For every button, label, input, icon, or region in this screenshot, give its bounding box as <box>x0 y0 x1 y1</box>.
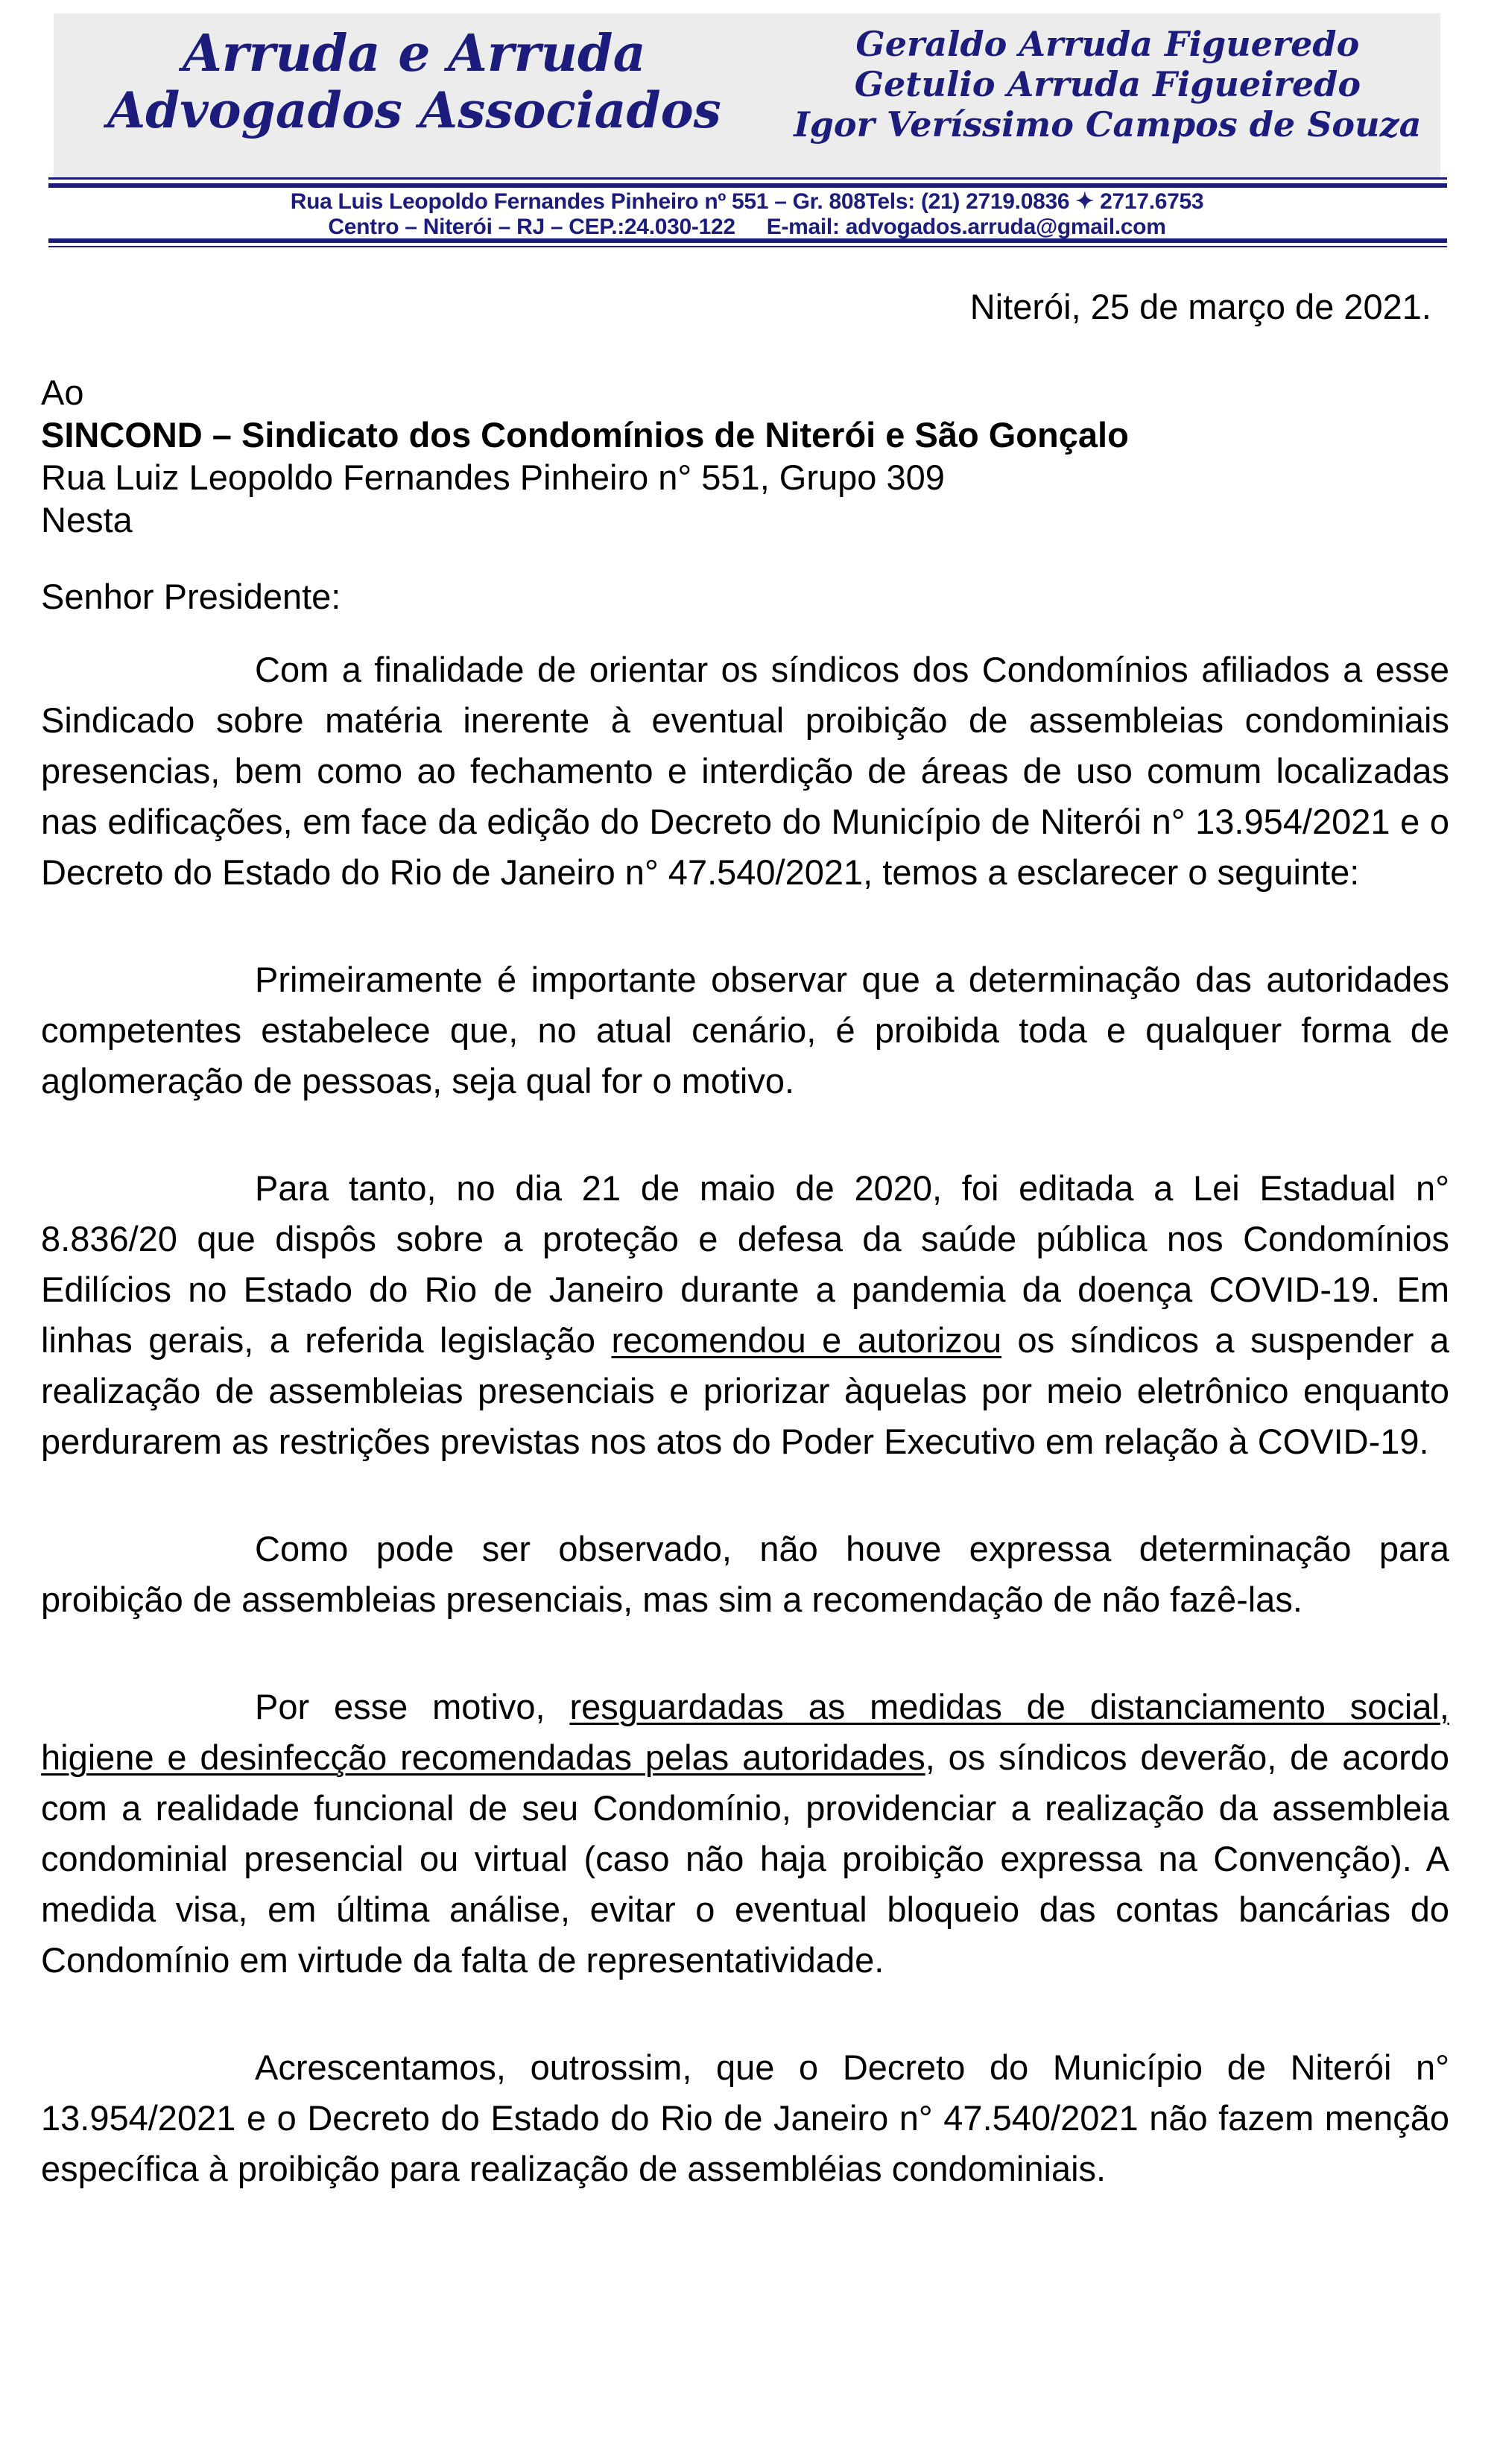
lawyers-list <box>775 13 1440 179</box>
body-paragraph <box>41 954 1449 1106</box>
paragraph-text: Primeiramente é importante observar que a determinação das autoridades competentes estabelece que, no atual cenário, é proibida toda e qualquer forma de aglomeração de pessoas, seja qual for o motivo. <box>41 960 1449 1100</box>
paragraph-text: Acrescentamos, outrossim, que o Decreto do Município de Niterói n° 13.954/2021 e o Decreto do Estado do Rio de Janeiro n° 47.540/2021 não fazem menção específica à proibição para realização de assembléias condominiais. <box>41 2047 1449 2188</box>
recipient-line: Ao <box>41 373 84 412</box>
greeting: Senhor Presidente: <box>41 577 341 616</box>
lawyer-name: Geraldo Arruda Figueredo <box>855 24 1360 64</box>
firm-name: Arruda e Arruda <box>183 24 646 83</box>
letterhead <box>54 13 1440 179</box>
recipient-line: Rua Luiz Leopoldo Fernandes Pinheiro n° 551, Grupo 309 <box>41 457 945 497</box>
letter-body <box>41 644 1449 2194</box>
address-line-2-left: Centro – Niterói – RJ – CEP.:24.030-122 <box>328 215 735 239</box>
date-line: Niterói, 25 de março de 2021. <box>969 287 1431 326</box>
address-line-1: Rua Luis Leopoldo Fernandes Pinheiro nº 551 – Gr. 808Tels: (21) 2719.0836 ✦ 2717.6753 <box>290 189 1204 214</box>
body-paragraph <box>41 2042 1449 2194</box>
paragraph-text: Como pode ser observado, não houve expressa determinação para proibição de assembleias presenciais, mas sim a recomendação de não fazê-las. <box>41 1529 1449 1619</box>
paragraph-text: os síndicos a suspender a realização de assembleias presenciais e priorizar àquelas por meio eletrônico enquanto perdurarem as restrições previstas nos atos do Poder Executivo em relação à COVID-19. <box>41 1320 1449 1461</box>
body-paragraph <box>41 1163 1449 1467</box>
firm-name-block <box>54 13 775 179</box>
lawyer-name: Igor Veríssimo Campos de Souza <box>794 104 1422 145</box>
letterhead-address <box>0 189 1494 240</box>
letter-content <box>41 249 1449 2194</box>
address-line-2 <box>0 215 1494 240</box>
paragraph-text: Por esse motivo, <box>255 1687 570 1726</box>
recipient-line: Nesta <box>41 500 133 539</box>
divider-thin-thick <box>48 177 1447 188</box>
body-paragraph <box>41 1682 1449 1986</box>
paragraph-text: Com a finalidade de orientar os síndicos dos Condomínios afiliados a esse Sindicado sobre matéria inerente à eventual proibição de assembleias condominiais presencias, bem como ao fechamento e interdição de áreas de uso comum localizadas nas edificações, em face da edição do Decreto do Município de Niterói n° 13.954/2021 e o Decreto do Estado do Rio de Janeiro n° 47.540/2021, temos a esclarecer o seguinte: <box>41 650 1449 892</box>
paragraph-text: , os síndicos deverão, de acordo com a realidade funcional de seu Condomínio, providenciar a realização da assembleia condominial presencial ou virtual (caso não haja proibição expressa na Convenção). A medida visa, em última análise, evitar o eventual bloqueio das contas bancárias do Condomínio em virtude da falta de representatividade. <box>41 1738 1450 1980</box>
firm-subtitle: Advogados Associados <box>107 81 721 139</box>
paragraph-text: Para tanto, no dia 21 de maio de 2020, foi editada a Lei Estadual n° 8.836/20 que dispôs sobre a proteção e defesa da saúde pública nos Condomínios Edilícios no Estado do Rio de Janeiro durante a pandemia da doença COVID-19. Em linhas gerais, a referida legislação <box>41 1168 1449 1360</box>
body-paragraph <box>41 1524 1449 1625</box>
lawyer-name: Getulio Arruda Figueiredo <box>854 64 1361 104</box>
recipient-block <box>41 371 1449 541</box>
divider-thick-thin <box>48 238 1447 247</box>
recipient-line: SINCOND – Sindicato dos Condomínios de Niterói e São Gonçalo <box>41 415 1129 455</box>
address-line-2-email: E-mail: advogados.arruda@gmail.com <box>766 215 1166 239</box>
underlined-text: resguardadas as medidas de distanciamento social, higiene e desinfecção recomendadas pelas autoridades <box>41 1687 1449 1777</box>
underlined-text: recomendou e autorizou <box>611 1320 1002 1360</box>
body-paragraph <box>41 644 1449 898</box>
